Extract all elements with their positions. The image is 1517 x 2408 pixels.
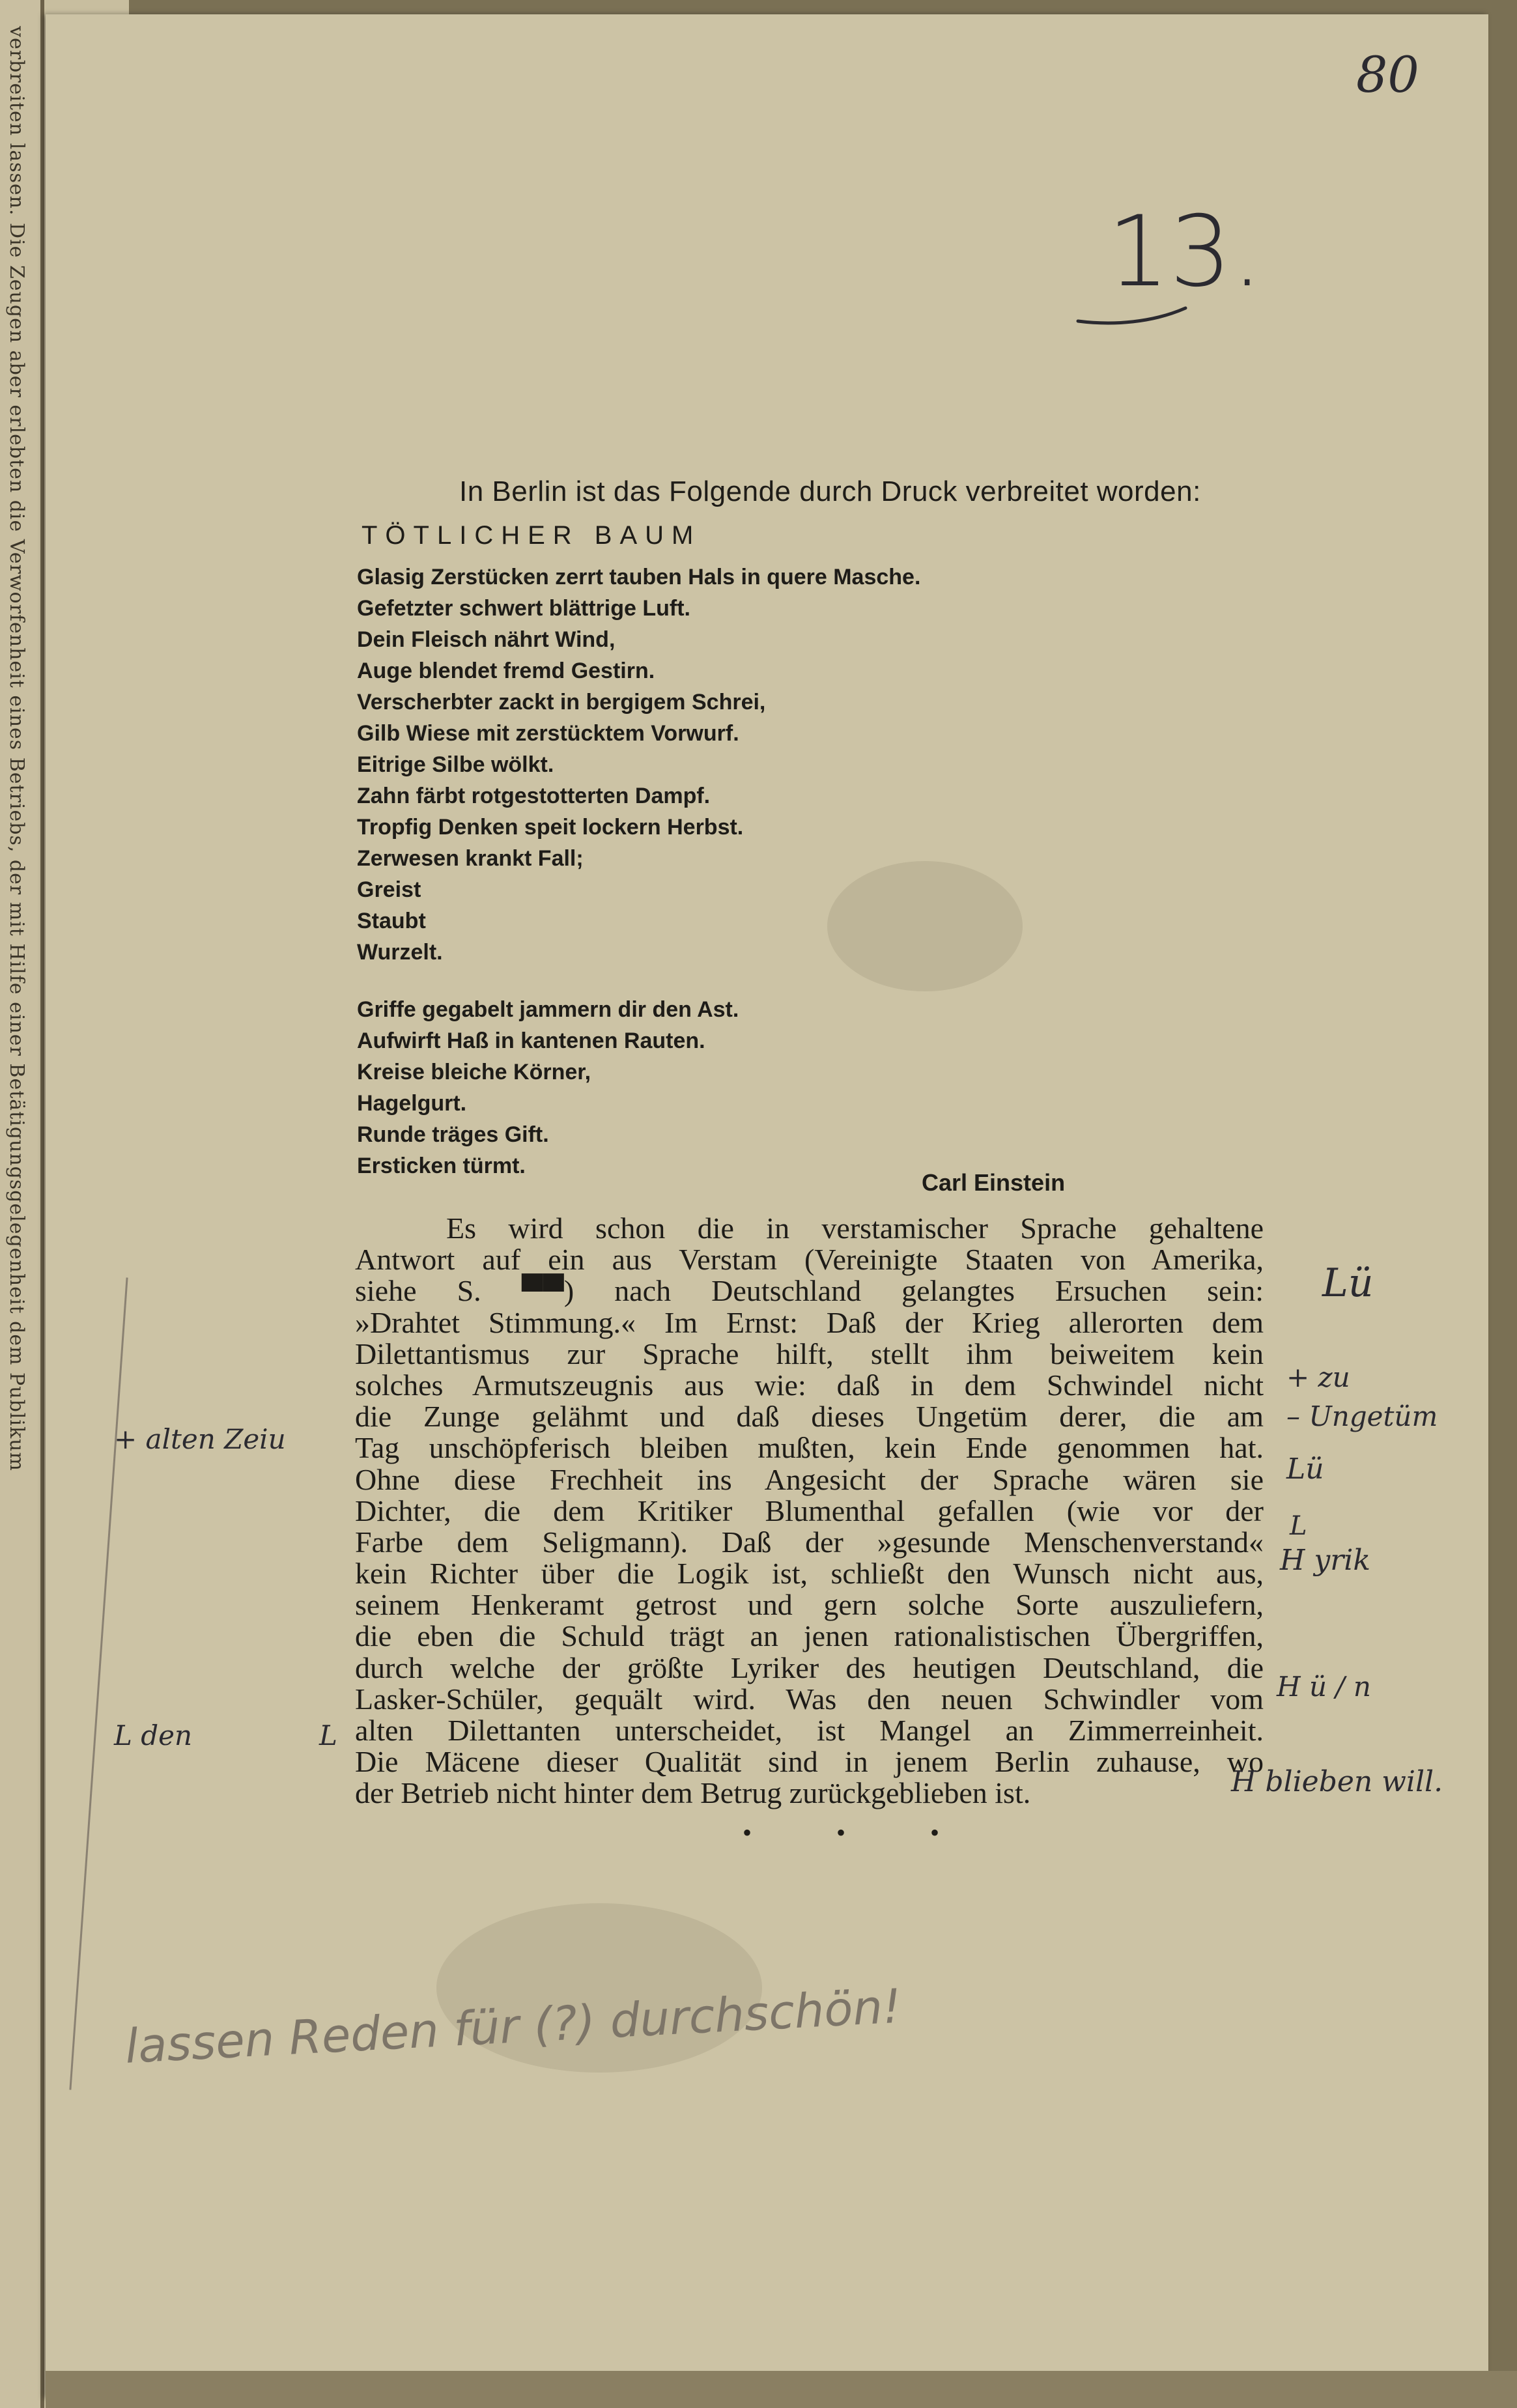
poem-line: Verscherbter zackt in bergigem Schrei,: [357, 690, 766, 715]
poem-line: Dein Fleisch nährt Wind,: [357, 627, 616, 652]
intro-line: In Berlin ist das Folgende durch Druck verbreitet worden:: [459, 475, 1201, 507]
prose-line: siehe S. ▀▀) nach Deutschland gelangtes Ersuchen sein:: [355, 1274, 1264, 1308]
margin-note: H blieben will.: [1231, 1765, 1443, 1798]
prose-line: durch welche der größte Lyriker des heutigen Deutschland, die: [355, 1650, 1264, 1684]
prose-line: solches Armutszeugnis aus wie: daß in dem Schwindel nicht: [355, 1368, 1264, 1402]
poem-line: Hagelgurt.: [357, 1091, 467, 1116]
margin-note: H yrik: [1280, 1544, 1370, 1577]
page-bottom-edge: [46, 2371, 1517, 2408]
prose-line: Dilettantismus zur Sprache hilft, stellt ihm beiweitem kein: [355, 1337, 1264, 1370]
prose-line: die eben die Schuld trägt an jenen rationalistischen Übergriffen,: [355, 1619, 1264, 1653]
poem-title: TÖTLICHER BAUM: [362, 521, 702, 550]
poem-line: Auge blendet fremd Gestirn.: [357, 659, 655, 683]
section-underline: [1075, 296, 1192, 329]
poem-line: Glasig Zerstücken zerrt tauben Hals in quere Masche.: [357, 565, 921, 589]
prose-line: die Zunge gelähmt und daß dieses Ungetüm derer, die am: [355, 1400, 1264, 1434]
section-number: 13.: [1107, 195, 1263, 309]
poem-line: Runde träges Gift.: [357, 1122, 549, 1147]
prose-line: »Drahtet Stimmung.« Im Ernst: Daß der Krieg allerorten dem: [355, 1305, 1264, 1339]
poem-line: Gefetzter schwert blättrige Luft.: [357, 596, 690, 621]
margin-note: – Ungetüm: [1286, 1400, 1438, 1432]
prose-line: Antwort auf ein aus Verstam (Vereinigte Staaten von Amerika,: [355, 1243, 1264, 1277]
prose-line: Tag unschöpferisch bleiben mußten, kein Ende genommen hat.: [355, 1431, 1264, 1465]
prose-line: Die Mäcene dieser Qualität sind in jenem Berlin zuhause, wo: [355, 1745, 1264, 1779]
poem-line: Gilb Wiese mit zerstücktem Vorwurf.: [357, 721, 739, 746]
margin-note: + alten Zeiu: [114, 1423, 286, 1455]
poem: [357, 561, 920, 1182]
margin-note: L: [1290, 1511, 1307, 1541]
prose-line: seinem Henkeramt getrost und gern solche Sorte auszuliefern,: [355, 1588, 1264, 1622]
margin-note: Lü: [1322, 1260, 1374, 1306]
section-divider-dots: • • •: [743, 1818, 979, 1847]
prose-line: Farbe dem Seligmann). Daß der »gesunde Menschenverstand«: [355, 1525, 1264, 1559]
adjacent-page-text: verbreiten lassen. Die Zeugen aber erlebten die Verworfenheit eines Betriebs, der mit Hilfe einer Betätigungsgelegenheit dem Publikum: [5, 26, 28, 1471]
pencil-note: lassen Reden für (?) durchschön!: [124, 1978, 903, 2074]
poem-author: Carl Einstein: [922, 1169, 1066, 1196]
adjacent-page-strip: [0, 0, 44, 2408]
poem-line: Wurzelt.: [357, 940, 443, 965]
commentary-paragraph: [355, 1213, 1264, 1809]
prose-line: Es wird schon die in verstamischer Sprache gehaltene: [446, 1211, 1264, 1245]
prose-line: kein Richter über die Logik ist, schließt den Wunsch nicht aus,: [355, 1557, 1264, 1591]
poem-line: Ersticken türmt.: [357, 1154, 526, 1178]
prose-line: Lasker-Schüler, gequält wird. Was den neuen Schwindler vom: [355, 1682, 1264, 1716]
prose-line: der Betrieb nicht hinter dem Betrug zurückgeblieben ist.: [355, 1776, 1031, 1810]
margin-note: L: [319, 1720, 337, 1751]
prose-line: Ohne diese Frechheit ins Angesicht der Sprache wären sie: [355, 1462, 1264, 1496]
poem-line: Eitrige Silbe wölkt.: [357, 752, 554, 777]
poem-line: Aufwirft Haß in kantenen Rauten.: [357, 1028, 705, 1053]
margin-note: + zu: [1286, 1361, 1350, 1393]
margin-note: L den: [114, 1720, 193, 1751]
prose-line: Dichter, die dem Kritiker Blumenthal gefallen (wie vor der: [355, 1494, 1264, 1527]
poem-line: Griffe gegabelt jammern dir den Ast.: [357, 997, 739, 1022]
prose-line: alten Dilettanten unterscheidet, ist Mangel an Zimmerreinheit.: [355, 1714, 1264, 1747]
poem-line: Zahn färbt rotgestotterten Dampf.: [357, 784, 711, 808]
margin-note: Lü: [1286, 1452, 1324, 1486]
poem-line: Kreise bleiche Körner,: [357, 1060, 591, 1084]
poem-line: Greist: [357, 877, 421, 902]
poem-line: Staubt: [357, 909, 426, 933]
poem-line: Tropfig Denken speit lockern Herbst.: [357, 815, 744, 840]
folio-number: 80: [1356, 46, 1419, 104]
poem-line: Zerwesen krankt Fall;: [357, 846, 584, 871]
margin-note: H ü / n: [1277, 1671, 1371, 1703]
